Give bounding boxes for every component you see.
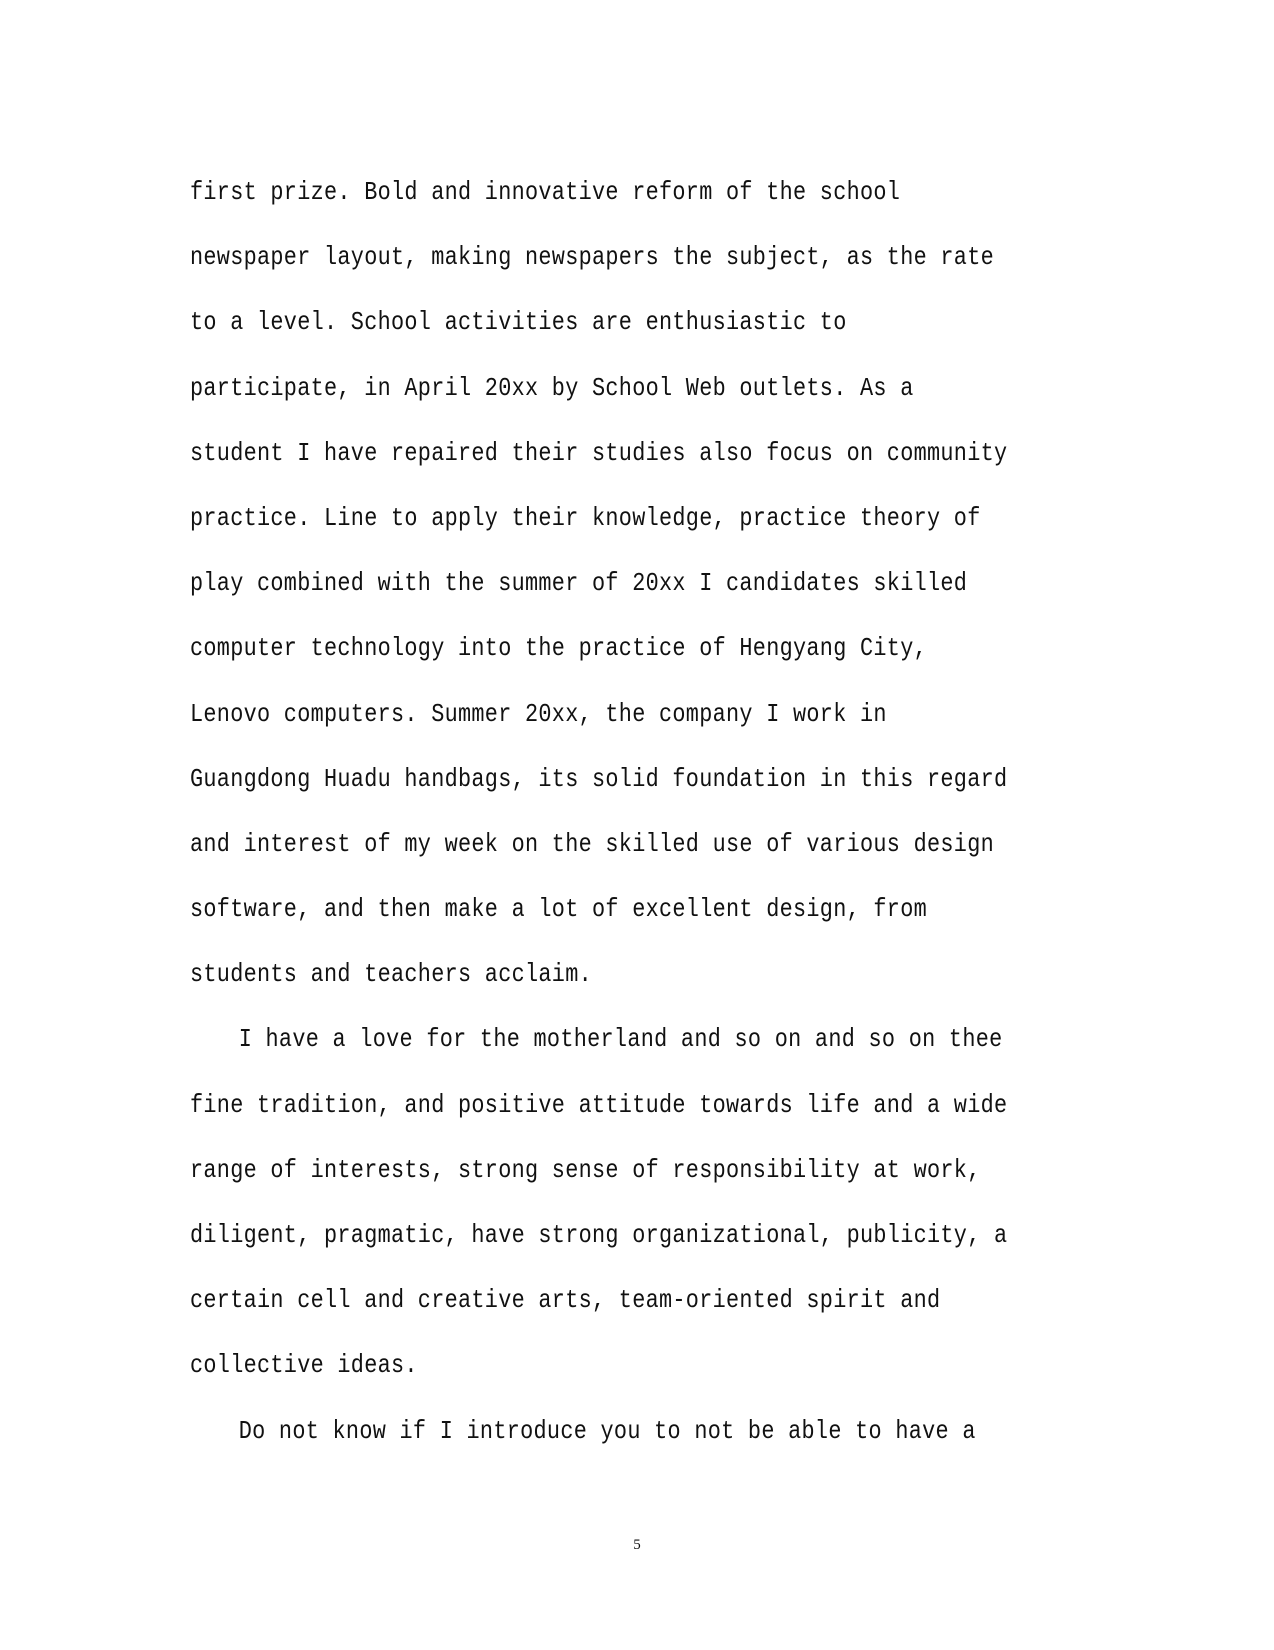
text-line: practice. Line to apply their knowledge, practice theory of: [190, 502, 981, 533]
text-line: Lenovo computers. Summer 20xx, the company I work in: [190, 698, 887, 729]
text-line: newspaper layout, making newspapers the subject, as the rate: [190, 242, 995, 273]
text-line: computer technology into the practice of Hengyang City,: [190, 633, 928, 664]
text-line: collective ideas.: [190, 1350, 418, 1381]
text-line: first prize. Bold and innovative reform of the school: [190, 177, 901, 207]
text-line: student I have repaired their studies also focus on community: [190, 437, 1008, 468]
text-line: and interest of my week on the skilled use of various design: [190, 828, 995, 859]
text-line: Guangdong Huadu handbags, its solid foundation in this regard: [190, 763, 1008, 794]
text-line: fine tradition, and positive attitude towards life and a wide: [190, 1089, 1008, 1120]
text-line: students and teachers acclaim.: [190, 959, 593, 990]
text-line: diligent, pragmatic, have strong organizational, publicity, a: [190, 1220, 1008, 1250]
page-number: 5: [633, 1537, 641, 1553]
text-line: range of interests, strong sense of responsibility at work,: [190, 1154, 981, 1185]
text-line: certain cell and creative arts, team-oriented spirit and: [190, 1285, 941, 1316]
paragraph-start-line: I have a love for the motherland and so on and so on thee: [238, 1024, 1003, 1055]
paragraph-start-line: Do not know if I introduce you to not be able to have a: [238, 1415, 976, 1446]
text-line: software, and then make a lot of excellent design, from: [190, 894, 928, 925]
text-line: participate, in April 20xx by School Web outlets. As a: [190, 372, 914, 403]
body-text: [190, 169, 1090, 1473]
text-line: play combined with the summer of 20xx I candidates skilled: [190, 568, 968, 599]
text-line: to a level. School activities are enthusiastic to: [190, 307, 847, 338]
